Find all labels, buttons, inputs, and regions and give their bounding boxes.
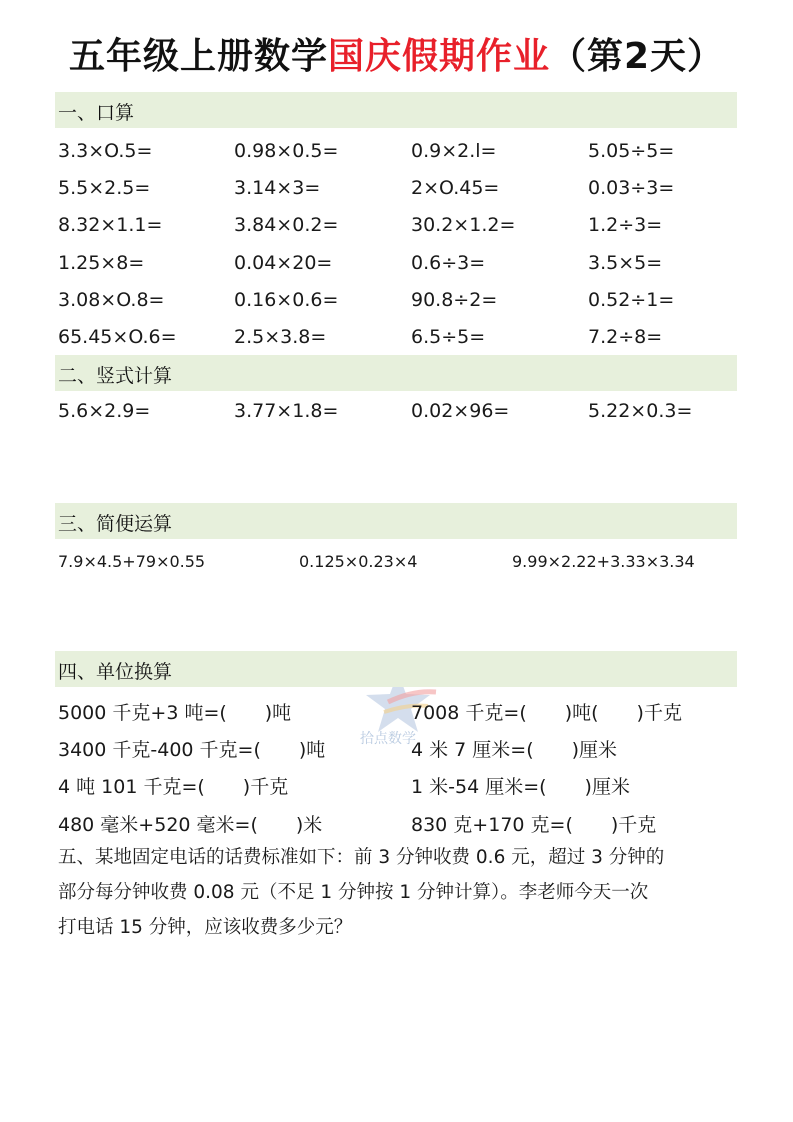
problem-item: 3.08×O.8=: [58, 289, 165, 311]
problem-item: 1 米-54 厘米=( )厘米: [411, 776, 630, 798]
word-problem: [58, 840, 748, 945]
problem-item: 30.2×1.2=: [411, 214, 516, 236]
problem-item: 0.9×2.l=: [411, 140, 497, 162]
title-red: 国庆假期作业: [327, 36, 550, 77]
problem-item: 1.25×8=: [58, 252, 145, 274]
problem-item: 65.45×O.6=: [58, 326, 177, 348]
word-problem-line: 五、某地固定电话的话费标准如下：前 3 分钟收费 0.6 元，超过 3 分钟的: [58, 847, 665, 868]
problem-item: 5.5×2.5=: [58, 177, 151, 199]
problem-item: 7008 千克=( )吨( )千克: [411, 702, 682, 724]
problem-item: 0.52÷1=: [588, 289, 675, 311]
problem-item: 4 吨 101 千克=( )千克: [58, 776, 289, 798]
section-title: 四、单位换算: [58, 661, 173, 683]
problem-item: 1.2÷3=: [588, 214, 663, 236]
section-header-units: [55, 651, 737, 687]
watermark-text: 拾点数学: [360, 731, 416, 747]
problem-item: 3400 千克-400 千克=( )吨: [58, 739, 326, 761]
problem-item: 3.5×5=: [588, 252, 663, 274]
section-title: 二、竖式计算: [58, 365, 173, 387]
problem-item: 5.05÷5=: [588, 140, 675, 162]
problem-item: 0.02×96=: [411, 400, 510, 422]
problem-item: 3.3×O.5=: [58, 140, 153, 162]
section-header-simplify: [55, 503, 737, 539]
page-title: [0, 28, 793, 79]
section-header-vertical: [55, 355, 737, 391]
problem-item: 3.14×3=: [234, 177, 321, 199]
problem-item: 0.04×20=: [234, 252, 333, 274]
problem-item: 0.03÷3=: [588, 177, 675, 199]
problem-item: 9.99×2.22+3.33×3.34: [512, 552, 695, 571]
problem-item: 5000 千克+3 吨=( )吨: [58, 702, 292, 724]
problem-item: 5.22×0.3=: [588, 400, 693, 422]
problem-item: 6.5÷5=: [411, 326, 486, 348]
problem-item: 830 克+170 克=( )千克: [411, 814, 657, 836]
problem-item: 0.16×0.6=: [234, 289, 339, 311]
problem-item: 0.6÷3=: [411, 252, 486, 274]
title-suffix: （第2天）: [549, 36, 725, 77]
word-problem-line: 打电话 15 分钟，应该收费多少元？: [58, 917, 353, 938]
problem-item: 0.125×0.23×4: [299, 552, 418, 571]
section-header-mental: [55, 92, 737, 128]
word-problem-line: 部分每分钟收费 0.08 元（不足 1 分钟按 1 分钟计算）。李老师今天一次: [58, 882, 649, 903]
problem-item: 2×O.45=: [411, 177, 500, 199]
problem-item: 8.32×1.1=: [58, 214, 163, 236]
problem-item: 5.6×2.9=: [58, 400, 151, 422]
section-title: 三、简便运算: [58, 513, 173, 535]
problem-item: 0.98×0.5=: [234, 140, 339, 162]
problem-item: 480 毫米+520 毫米=( )米: [58, 814, 323, 836]
problem-item: 90.8÷2=: [411, 289, 498, 311]
problem-item: 7.2÷8=: [588, 326, 663, 348]
section-title: 一、口算: [58, 102, 135, 124]
problem-item: 4 米 7 厘米=( )厘米: [411, 739, 618, 761]
problem-item: 2.5×3.8=: [234, 326, 327, 348]
problem-item: 7.9×4.5+79×0.55: [58, 552, 206, 571]
problem-item: 3.77×1.8=: [234, 400, 339, 422]
problem-item: 3.84×0.2=: [234, 214, 339, 236]
title-black: 五年级上册数学: [68, 36, 328, 77]
